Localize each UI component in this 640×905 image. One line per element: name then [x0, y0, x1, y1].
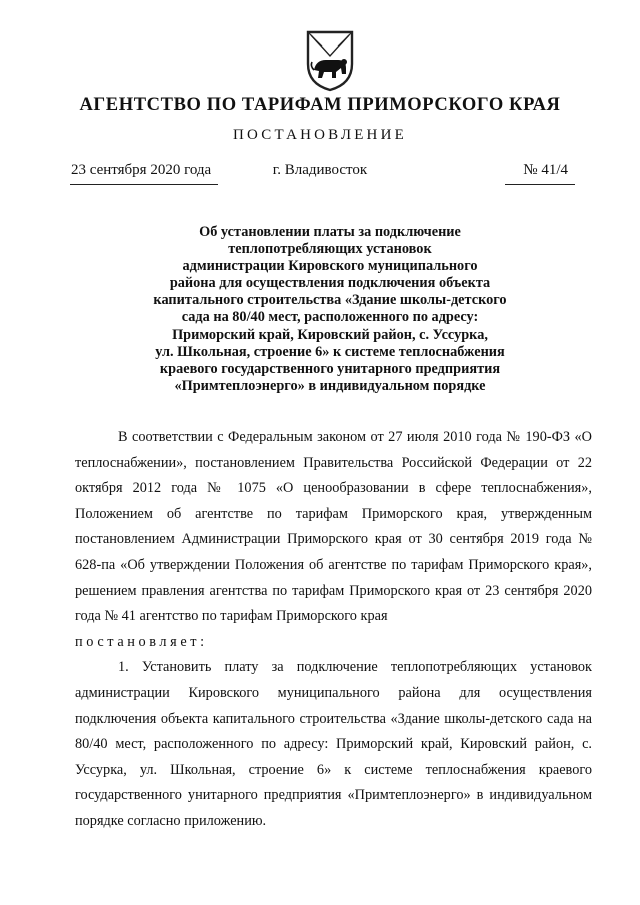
item-1-paragraph: 1. Установить плату за подключение теплопотребляющих установок администрации Кировского муниципального района для осуществления подключения объекта капитального строительства «Здание школы-детского сада на 80/40 мест, расположенного по адресу: Приморский край, Кировский район, с. Уссурка, ул. Школьная, строение 6» к системе теплоснабжения краевого государственного унитарного предприятия «Примтеплоэнерго» в индивидуальном порядке согласно приложению. [75, 659, 592, 829]
resolves-word: постановляет: [75, 633, 208, 650]
document-body [75, 425, 592, 835]
coat-of-arms-icon [300, 26, 360, 94]
title-line: Об установлении платы за подключение [199, 224, 461, 240]
preamble-paragraph [75, 425, 592, 655]
title-line: ул. Школьная, строение 6» к системе теплоснабжения [155, 343, 505, 360]
agency-name: АГЕНТСТВО ПО ТАРИФАМ ПРИМОРСКОГО КРАЯ [79, 95, 561, 115]
title-line: теплопотребляющих установок [228, 241, 432, 258]
document-number: № 41/4 [523, 162, 568, 178]
title-line: администрации Кировского муниципального [182, 258, 478, 275]
title-line: «Примтеплоэнерго» в индивидуальном порядке [174, 377, 486, 394]
title-line: капитального строительства «Здание школы-детского [153, 292, 507, 309]
document-date: 23 сентября 2020 года [71, 162, 212, 178]
document-type: ПОСТАНОВЛЕНИЕ [233, 127, 407, 143]
document-city: г. Владивосток [272, 162, 368, 178]
preamble-text: В соответствии с Федеральным законом от 27 июля 2010 года № 190-ФЗ «О теплоснабжении», постановлением Правительства Российской Федерации от 22 октября 2012 года № 1075 «О ценообразовании в сфере теплоснабжения», Положением об агентстве по тарифам Приморского края, утвержденным постановлением Администрации Приморского края от 30 сентября 2019 года № 628-па «Об утверждении Положения об агентстве по тарифам Приморского края», решением правления агентства по тарифам Приморского края от 23 сентября 2020 года № 41 агентство по тарифам Приморского края [75, 429, 592, 625]
title-line: района для осуществления подключения объекта [169, 275, 491, 292]
title-line: Приморский край, Кировский район, с. Уссурка, [172, 326, 488, 343]
title-line: краевого государственного унитарного предприятия [159, 360, 501, 377]
number-underline [505, 184, 575, 185]
date-underline [70, 184, 218, 185]
title-line: сада на 80/40 мест, расположенного по адресу: [181, 309, 479, 326]
document-title [120, 224, 540, 395]
